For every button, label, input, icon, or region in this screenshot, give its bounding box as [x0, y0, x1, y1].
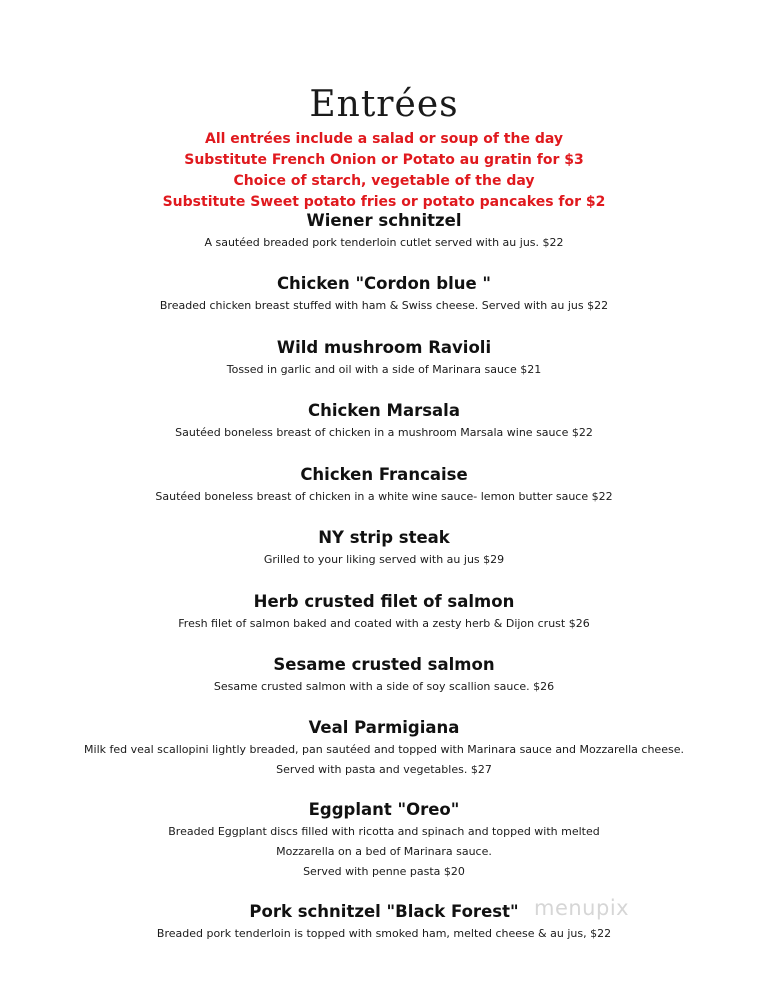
menu-item [0, 399, 768, 443]
description-line: Breaded chicken breast stuffed with ham & Swiss cheese. Served with au jus $22 [159, 299, 609, 312]
menu-item [0, 463, 768, 507]
menu-item-name: Chicken Marsala [308, 401, 460, 420]
menu-item-name: Wild mushroom Ravioli [276, 338, 492, 357]
menu-item-name: Chicken Francaise [300, 465, 468, 484]
description-line: A sautéed breaded pork tenderloin cutlet served with au jus. $22 [204, 236, 564, 249]
menu-item-description [0, 233, 768, 253]
menu-item-name: Pork schnitzel "Black Forest" [249, 902, 519, 921]
description-line: Mozzarella on a bed of Marinara sauce. [276, 845, 492, 858]
description-line: Breaded pork tenderloin is topped with smoked ham, melted cheese & au jus, $22 [156, 927, 612, 940]
menu-item-description [0, 822, 768, 882]
description-line: Grilled to your liking served with au jus $29 [263, 553, 505, 566]
menu-item-description [0, 550, 768, 570]
menu-item [0, 653, 768, 697]
menu-item-description [0, 360, 768, 380]
note-line: All entrées include a salad or soup of the day [204, 131, 563, 147]
menu-item-name: NY strip steak [318, 528, 450, 547]
menu-item [0, 900, 768, 944]
note-line: Substitute French Onion or Potato au gratin for $3 [184, 152, 584, 168]
menu-item [0, 336, 768, 380]
description-line: Served with penne pasta $20 [303, 865, 465, 878]
menu-item [0, 590, 768, 634]
menu-item-name: Wiener schnitzel [306, 211, 462, 230]
entree-notes [0, 129, 768, 213]
description-line: Served with pasta and vegetables. $27 [276, 763, 492, 776]
page-title: Entrées [309, 84, 459, 125]
note-line: Choice of starch, vegetable of the day [233, 173, 535, 189]
menu-item [0, 272, 768, 316]
watermark-logo: menupix [534, 896, 630, 920]
menu-item [0, 716, 768, 780]
description-line: Sautéed boneless breast of chicken in a white wine sauce- lemon butter sauce $22 [155, 490, 613, 503]
menu-item-name: Chicken "Cordon blue " [276, 274, 492, 293]
description-line: Sautéed boneless breast of chicken in a mushroom Marsala wine sauce $22 [175, 426, 593, 439]
menu-item [0, 209, 768, 253]
description-line: Fresh filet of salmon baked and coated with a zesty herb & Dijon crust $26 [178, 617, 590, 630]
menu-item-description [0, 296, 768, 316]
description-line: Milk fed veal scallopini lightly breaded, pan sautéed and topped with Marinara sauce and Mozzarella cheese. [84, 743, 684, 756]
description-line: Breaded Eggplant discs filled with ricotta and spinach and topped with melted [168, 825, 600, 838]
menu-item-description [0, 487, 768, 507]
menu-item-name: Eggplant "Oreo" [308, 800, 460, 819]
menu-item-name: Sesame crusted salmon [273, 655, 495, 674]
menu-item-description [0, 423, 768, 443]
description-line: Tossed in garlic and oil with a side of Marinara sauce $21 [226, 363, 542, 376]
menu-item-name: Herb crusted filet of salmon [253, 592, 515, 611]
menu-item-description [0, 924, 768, 944]
menu-item [0, 526, 768, 570]
menu-item-description [0, 677, 768, 697]
description-line: Sesame crusted salmon with a side of soy scallion sauce. $26 [213, 680, 555, 693]
note-line: Substitute Sweet potato fries or potato pancakes for $2 [162, 194, 606, 210]
menu-item-description [0, 614, 768, 634]
menu-item-name: Veal Parmigiana [308, 718, 460, 737]
menu-item [0, 798, 768, 882]
menu-item-description [0, 740, 768, 780]
